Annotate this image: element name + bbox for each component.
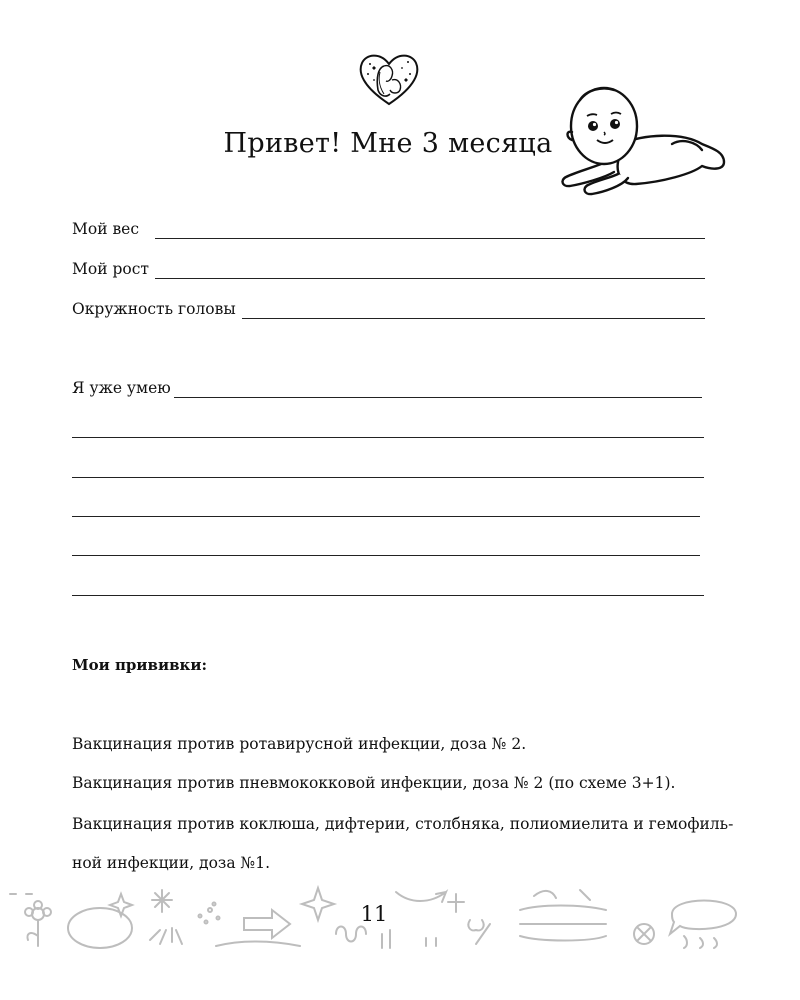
height-label: Мой рост: [72, 260, 149, 278]
heart-mother-child-icon: [356, 50, 422, 108]
skills-label: Я уже умею: [72, 379, 171, 397]
vaccination-item: Вакцинация против пневмококковой инфекции, доза № 2 (по схеме 3+1).: [72, 774, 676, 792]
weight-field[interactable]: [155, 238, 705, 239]
skills-field[interactable]: [174, 397, 702, 398]
vaccinations-heading: Мои прививки:: [72, 656, 208, 674]
skills-line[interactable]: [72, 437, 704, 438]
vaccination-item-continued: ной инфекции, доза №1.: [72, 854, 271, 872]
skills-line[interactable]: [72, 516, 700, 517]
skills-line[interactable]: [72, 555, 700, 556]
doodle-border: [0, 880, 800, 960]
page-number: 11: [360, 902, 388, 926]
head-circumference-field[interactable]: [242, 318, 705, 319]
skills-line[interactable]: [72, 595, 704, 596]
skills-line[interactable]: [72, 477, 704, 478]
vaccination-item: Вакцинация против ротавирусной инфекции, доза № 2.: [72, 735, 527, 753]
crawling-baby-icon: [552, 74, 732, 202]
head-circumference-label: Окружность головы: [72, 300, 236, 318]
weight-label: Мой вес: [72, 220, 140, 238]
page-title: Привет! Мне 3 месяца: [223, 128, 553, 159]
vaccination-item: Вакцинация против коклюша, дифтерии, столбняка, полиомиелита и гемофиль-: [72, 815, 734, 833]
height-field[interactable]: [155, 278, 705, 279]
